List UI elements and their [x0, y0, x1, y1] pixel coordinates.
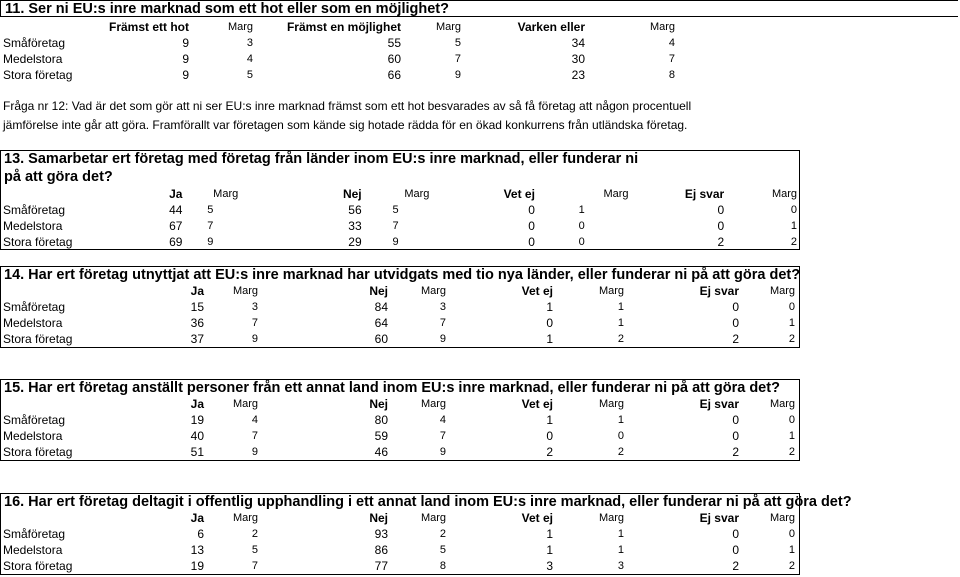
note-line: jämförelse inte går att göra. Framförallt var företagen som kände sig hotade rädda för en ökad konkurrens från utländska företag.: [3, 118, 688, 132]
col-header: Marg: [771, 188, 797, 200]
cell: 0: [717, 203, 725, 217]
col-header: Marg: [769, 512, 795, 524]
cell: 3: [246, 37, 253, 49]
cell: 7: [392, 220, 399, 232]
col-header: Vet ej: [521, 397, 553, 411]
cell: 9: [182, 52, 189, 66]
cell: 40: [190, 429, 204, 443]
cell: 37: [190, 332, 204, 346]
cell: 1: [617, 301, 624, 313]
cell: 1: [546, 300, 553, 314]
row-label: Stora företag: [3, 559, 73, 573]
cell: 1: [617, 528, 624, 540]
cell: 0: [788, 414, 795, 426]
cell: 19: [190, 413, 204, 427]
col-header: Vet ej: [521, 284, 553, 298]
cell: 3: [617, 560, 624, 572]
cell: 2: [251, 528, 258, 540]
col-header: Nej: [369, 397, 388, 411]
col-header: Marg: [232, 285, 258, 297]
cell: 1: [788, 544, 795, 556]
q13-title: [0, 150, 638, 186]
cell: 2: [546, 445, 553, 459]
cell: 34: [571, 36, 585, 50]
cell: 44: [169, 203, 183, 217]
q13-table: [0, 186, 800, 250]
cell: 7: [439, 430, 446, 442]
table-row: [0, 412, 795, 428]
cell: 1: [788, 430, 795, 442]
table-header-row: [0, 283, 795, 299]
cell: 2: [732, 445, 739, 459]
col-header: Marg: [649, 21, 675, 33]
cell: 80: [374, 413, 388, 427]
cell: 55: [387, 36, 401, 50]
cell: 2: [790, 236, 797, 248]
col-header: Marg: [769, 285, 795, 297]
table-row: [0, 542, 795, 558]
note-line: Fråga nr 12: Vad är det som gör att ni ser EU:s inre marknad främst som ett hot besvarades av så få företag att någon procentuell: [3, 99, 692, 113]
cell: 19: [190, 559, 204, 573]
cell: 46: [374, 445, 388, 459]
cell: 8: [668, 69, 675, 81]
col-header: Marg: [598, 512, 624, 524]
cell: 9: [251, 446, 258, 458]
cell: 0: [788, 528, 795, 540]
cell: 64: [374, 316, 388, 330]
cell: 7: [251, 430, 258, 442]
cell: 67: [169, 219, 183, 233]
cell: 8: [439, 560, 446, 572]
col-header: Ja: [169, 187, 183, 201]
cell: 1: [790, 220, 797, 232]
cell: 0: [528, 203, 535, 217]
col-header: Vet ej: [521, 511, 553, 525]
q11-title: 11. Ser ni EU:s inre marknad som ett hot eller som en möjlighet?: [0, 0, 958, 17]
cell: 9: [182, 36, 189, 50]
cell: 7: [668, 53, 675, 65]
cell: 1: [788, 317, 795, 329]
row-label: Medelstora: [3, 429, 63, 443]
col-header: Marg: [769, 398, 795, 410]
table-header-row: [0, 396, 795, 412]
cell: 5: [207, 204, 214, 216]
q13-title-line: på att göra det?: [4, 169, 113, 185]
cell: 9: [207, 236, 214, 248]
cell: 7: [251, 317, 258, 329]
cell: 1: [546, 413, 553, 427]
row-label: Småföretag: [3, 527, 66, 541]
cell: 4: [251, 414, 258, 426]
cell: 33: [348, 219, 362, 233]
row-label: Småföretag: [3, 203, 66, 217]
cell: 0: [732, 527, 739, 541]
q16-title: 16. Har ert företag deltagit i offentlig upphandling i ett annat land inom EU:s inre marknad, eller funderar ni på att göra det?: [4, 494, 852, 510]
table-header-row: [0, 510, 795, 526]
col-header: Nej: [342, 187, 362, 201]
cell: 30: [571, 52, 585, 66]
cell: 0: [790, 204, 797, 216]
cell: 0: [732, 543, 739, 557]
cell: 2: [788, 333, 795, 345]
q15-title: 15. Har ert företag anställt personer från ett annat land inom EU:s inre marknad, eller funderar ni på att göra det?: [4, 380, 780, 396]
table-row: [0, 526, 795, 542]
cell: 1: [546, 543, 553, 557]
cell: 5: [392, 204, 399, 216]
row-label: Småföretag: [3, 36, 66, 50]
cell: 3: [546, 559, 553, 573]
col-header: Nej: [369, 284, 388, 298]
cell: 0: [732, 413, 739, 427]
cell: 9: [392, 236, 399, 248]
col-header: Marg: [227, 21, 253, 33]
col-header: Nej: [369, 511, 388, 525]
q11-table: [0, 19, 678, 83]
cell: 4: [246, 53, 253, 65]
col-header: Ja: [190, 511, 204, 525]
table-row: [0, 51, 678, 67]
table-row: [0, 218, 800, 234]
cell: 2: [439, 528, 446, 540]
cell: 9: [439, 333, 446, 345]
cell: 2: [617, 333, 624, 345]
cell: 2: [732, 559, 739, 573]
col-header: Ja: [190, 284, 204, 298]
cell: 3: [251, 301, 258, 313]
cell: 0: [617, 430, 624, 442]
cell: 2: [788, 446, 795, 458]
col-header: Marg: [420, 285, 446, 297]
cell: 7: [439, 317, 446, 329]
cell: 86: [374, 543, 388, 557]
note-paragraph: [3, 97, 953, 135]
cell: 51: [190, 445, 204, 459]
table-row: [0, 35, 678, 51]
col-header: Marg: [598, 285, 624, 297]
row-label: Småföretag: [3, 413, 66, 427]
table-row: [0, 331, 795, 347]
table-row: [0, 202, 800, 218]
col-header: Ja: [190, 397, 204, 411]
cell: 66: [387, 68, 401, 82]
cell: 0: [578, 220, 585, 232]
cell: 2: [732, 332, 739, 346]
col-header: Marg: [435, 21, 461, 33]
cell: 0: [546, 429, 553, 443]
cell: 2: [617, 446, 624, 458]
col-header: Ej svar: [699, 397, 739, 411]
cell: 5: [246, 69, 253, 81]
cell: 3: [439, 301, 446, 313]
q13-title-line: 13. Samarbetar ert företag med företag från länder inom EU:s inre marknad, eller funderar ni: [4, 151, 639, 167]
col-header: Marg: [420, 398, 446, 410]
cell: 0: [528, 219, 535, 233]
row-label: Medelstora: [3, 219, 63, 233]
col-header: Ej svar: [699, 284, 739, 298]
row-label: Medelstora: [3, 543, 63, 557]
cell: 13: [190, 543, 204, 557]
cell: 15: [190, 300, 204, 314]
cell: 2: [788, 560, 795, 572]
cell: 1: [546, 527, 553, 541]
row-label: Stora företag: [3, 332, 73, 346]
table-row: [0, 444, 795, 460]
q14-title: 14. Har ert företag utnyttjat att EU:s inre marknad har utvidgats med tio nya länder, eller funderar ni på att göra det?: [4, 267, 801, 283]
col-header: Marg: [232, 512, 258, 524]
cell: 2: [717, 235, 725, 249]
cell: 23: [571, 68, 585, 82]
col-header: Marg: [404, 188, 430, 200]
table-row: [0, 299, 795, 315]
cell: 36: [190, 316, 204, 330]
cell: 0: [732, 300, 739, 314]
col-header: Ej svar: [699, 511, 739, 525]
col-header: Marg: [213, 188, 239, 200]
cell: 4: [439, 414, 446, 426]
cell: 4: [668, 37, 675, 49]
row-label: Stora företag: [3, 68, 73, 82]
cell: 1: [617, 317, 624, 329]
col-header: Vet ej: [503, 187, 535, 201]
cell: 7: [454, 53, 461, 65]
cell: 7: [251, 560, 258, 572]
table-header-row: [0, 19, 678, 35]
q14-table: [0, 283, 795, 347]
cell: 0: [546, 316, 553, 330]
cell: 9: [439, 446, 446, 458]
cell: 69: [169, 235, 183, 249]
col-header: Ej svar: [684, 187, 725, 201]
q14-block: [0, 266, 800, 348]
cell: 5: [439, 544, 446, 556]
table-row: [0, 428, 795, 444]
q16-block: [0, 493, 852, 575]
cell: 56: [348, 203, 362, 217]
col-header: Marg: [603, 188, 629, 200]
cell: 1: [617, 414, 624, 426]
cell: 29: [348, 235, 362, 249]
q13-block: [0, 150, 800, 250]
cell: 5: [251, 544, 258, 556]
col-header: Marg: [598, 398, 624, 410]
cell: 0: [528, 235, 535, 249]
cell: 5: [454, 37, 461, 49]
col-header: Främst ett hot: [108, 20, 189, 34]
cell: 0: [788, 301, 795, 313]
col-header: Varken eller: [517, 20, 585, 34]
row-label: Småföretag: [3, 300, 66, 314]
cell: 1: [617, 544, 624, 556]
table-header-row: [0, 186, 800, 202]
table-row: [0, 234, 800, 250]
cell: 9: [251, 333, 258, 345]
cell: 1: [578, 204, 585, 216]
cell: 9: [182, 68, 189, 82]
row-label: Medelstora: [3, 316, 63, 330]
q15-block: [0, 379, 800, 461]
cell: 93: [374, 527, 388, 541]
row-label: Stora företag: [3, 235, 73, 249]
table-row: [0, 67, 678, 83]
cell: 0: [732, 316, 739, 330]
col-header: Marg: [420, 512, 446, 524]
col-header: Marg: [232, 398, 258, 410]
cell: 9: [454, 69, 461, 81]
cell: 84: [374, 300, 388, 314]
cell: 0: [717, 219, 725, 233]
cell: 0: [732, 429, 739, 443]
q15-table: [0, 396, 795, 460]
cell: 59: [374, 429, 388, 443]
cell: 6: [197, 527, 204, 541]
col-header: Främst en möjlighet: [286, 20, 401, 34]
cell: 7: [207, 220, 214, 232]
cell: 0: [578, 236, 585, 248]
q16-table: [0, 510, 795, 574]
cell: 60: [374, 332, 388, 346]
cell: 1: [546, 332, 553, 346]
row-label: Medelstora: [3, 52, 63, 66]
table-row: [0, 315, 795, 331]
cell: 77: [374, 559, 388, 573]
cell: 60: [387, 52, 401, 66]
table-row: [0, 558, 795, 574]
row-label: Stora företag: [3, 445, 73, 459]
